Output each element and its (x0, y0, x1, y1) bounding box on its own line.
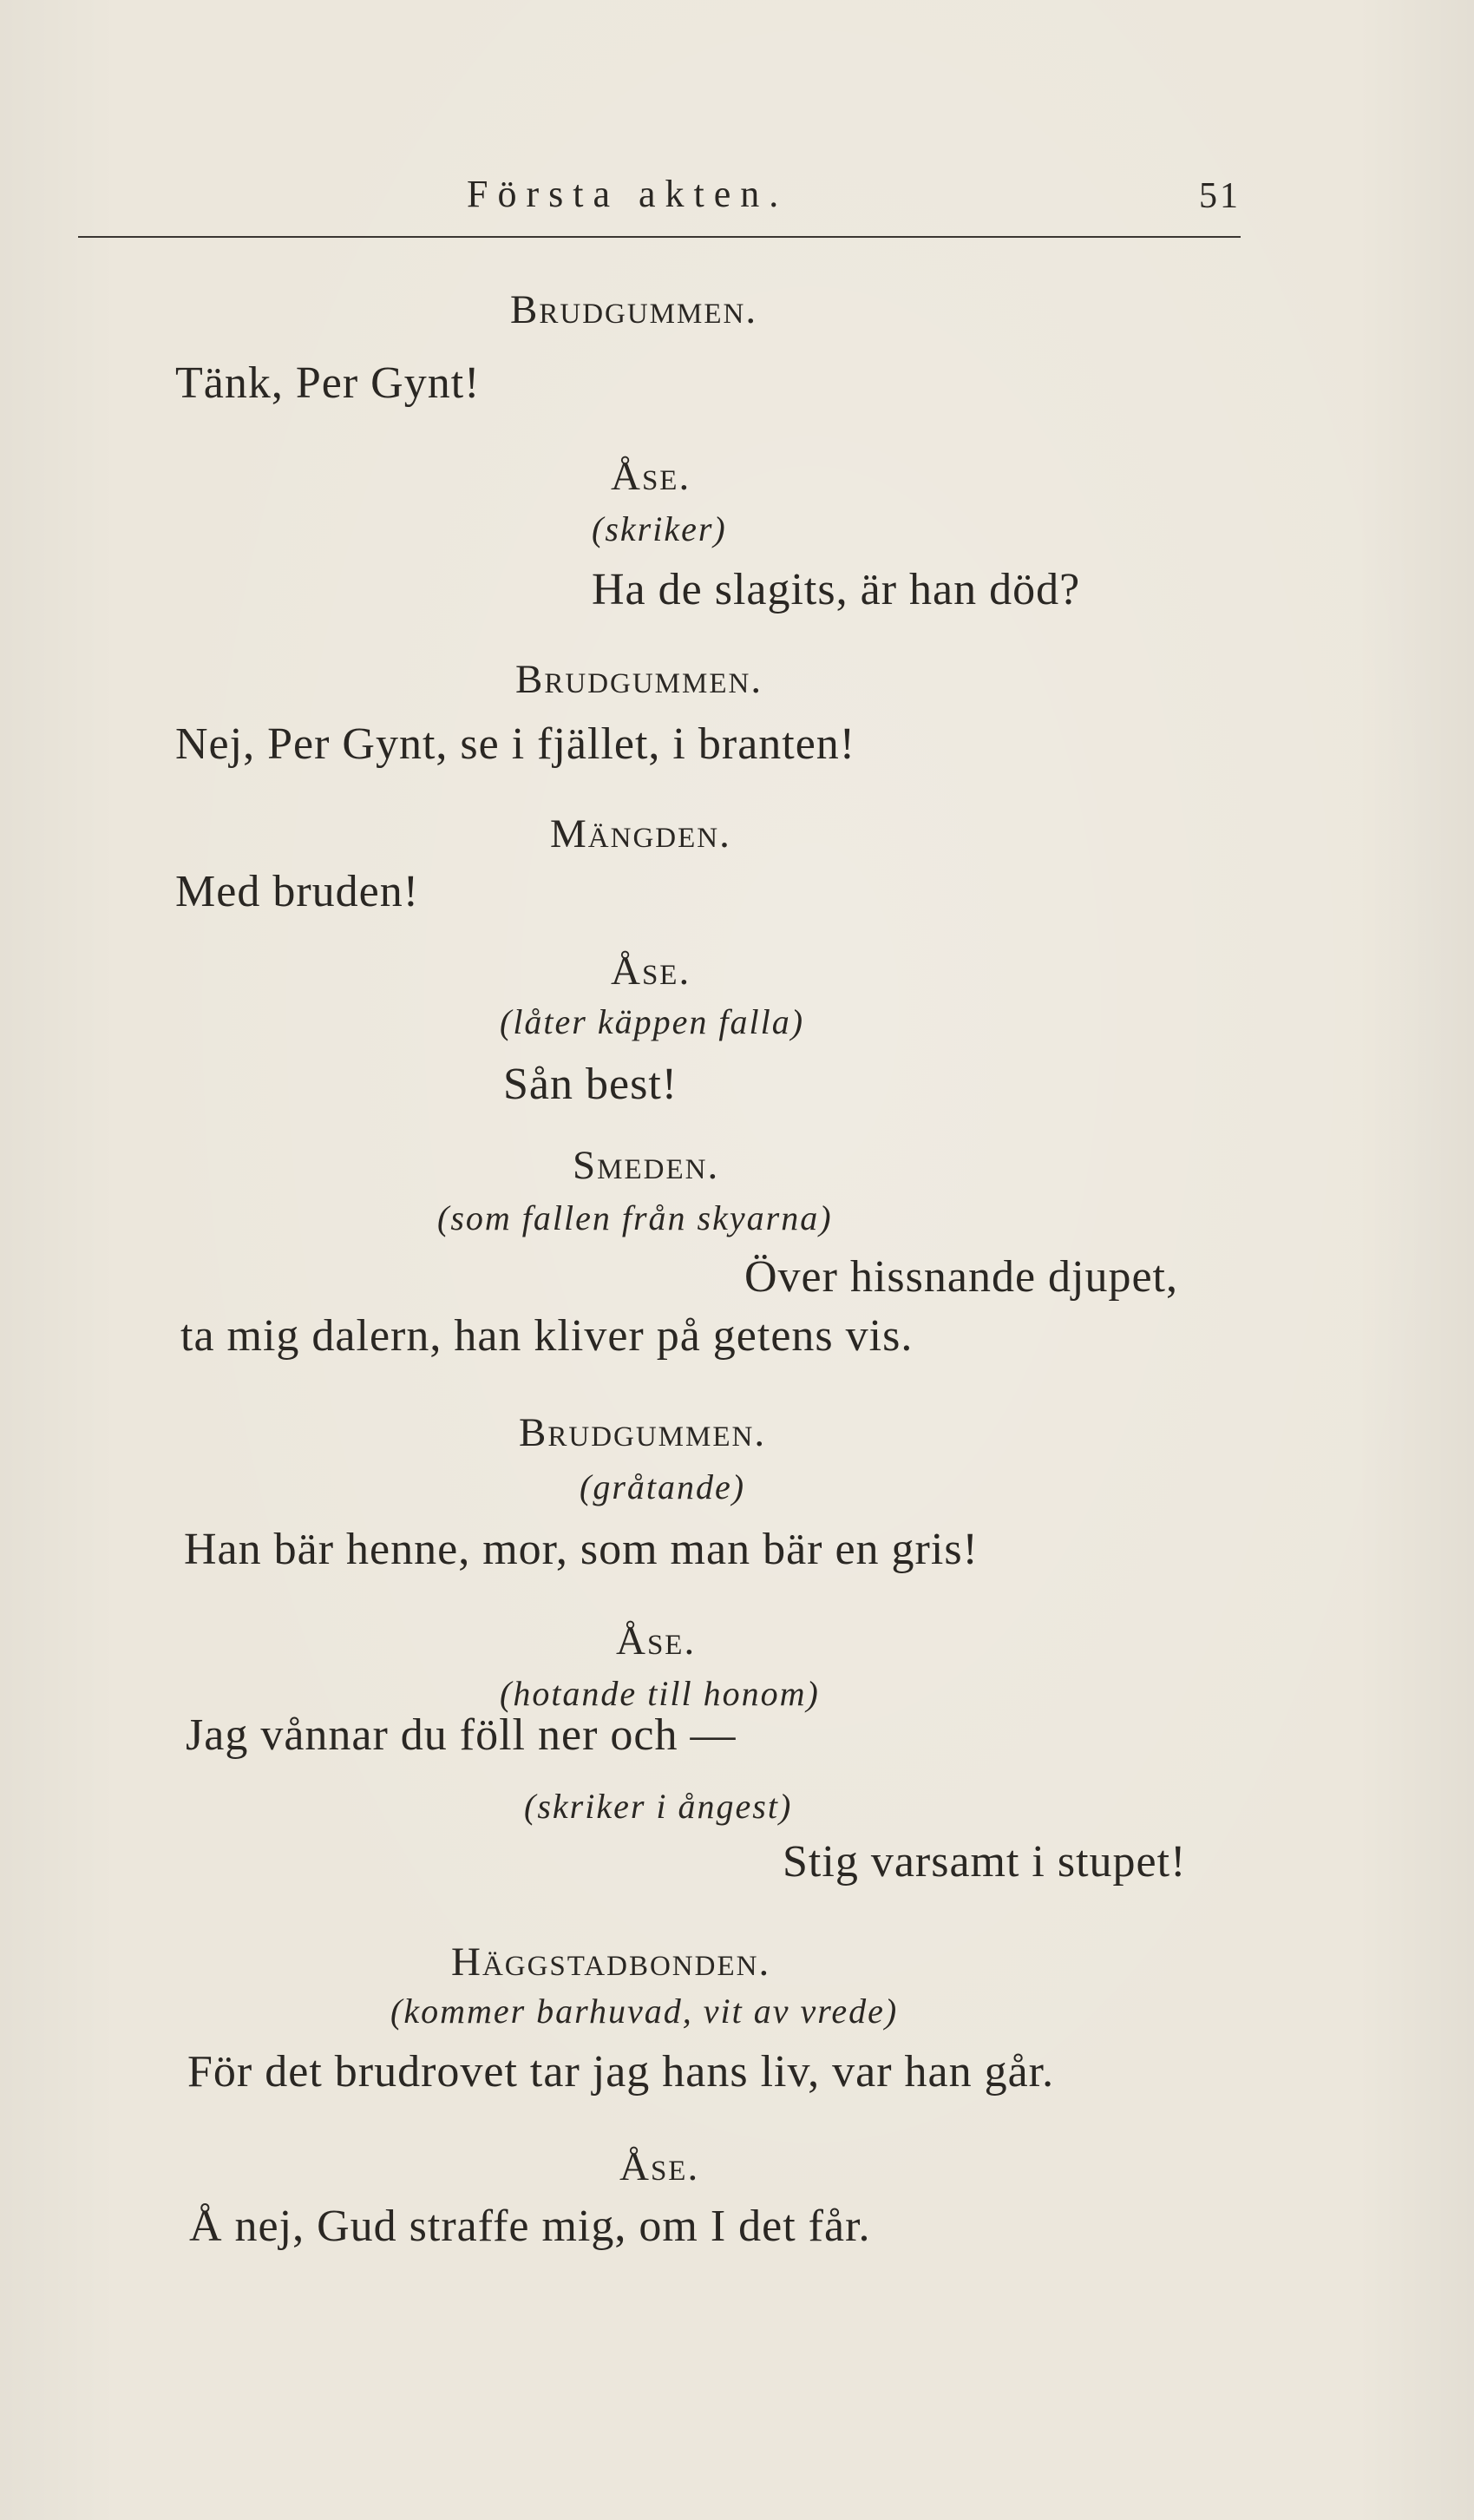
dialogue-line: Å nej, Gud straffe mig, om I det får. (189, 2202, 871, 2251)
stage-direction: (kommer barhuvad, vit av vrede) (390, 1992, 899, 2031)
dialogue-line: Nej, Per Gynt, se i fjället, i branten! (175, 719, 856, 769)
running-head-title: Första akten. (467, 173, 789, 215)
stage-direction: (som fallen från skyarna) (437, 1198, 833, 1237)
dialogue-line: Med bruden! (175, 867, 420, 916)
dialogue-line: Över hissnande djupet, (744, 1252, 1179, 1302)
stage-direction: (skriker i ångest) (524, 1787, 793, 1826)
dialogue-line: Stig varsamt i stupet! (783, 1837, 1187, 1887)
speaker-name: Åse. (619, 2144, 700, 2189)
stage-direction: (skriker) (592, 509, 727, 548)
speaker-name: Åse. (611, 948, 691, 994)
speaker-name: Smeden. (573, 1143, 720, 1188)
page-number: 51 (1199, 176, 1241, 216)
dialogue-line: Jag vånnar du föll ner och — (186, 1710, 737, 1760)
stage-direction: (låter käppen falla) (500, 1002, 805, 1041)
speaker-name: Brudgummen. (510, 287, 758, 332)
speaker-name: Åse. (616, 1618, 697, 1664)
dialogue-line: Sån best! (503, 1060, 678, 1109)
speaker-name: Åse. (611, 454, 691, 499)
dialogue-line: Han bär henne, mor, som man bär en gris! (184, 1525, 979, 1574)
dialogue-line: Tänk, Per Gynt! (175, 358, 481, 408)
speaker-name: Mängden. (550, 811, 731, 856)
dialogue-line: För det brudrovet tar jag hans liv, var han går. (187, 2047, 1055, 2097)
dialogue-line: ta mig dalern, han kliver på getens vis. (180, 1311, 914, 1361)
speaker-name: Häggstadbonden. (451, 1939, 771, 1985)
dialogue-line: Ha de slagits, är han död? (592, 565, 1081, 614)
header-rule (78, 236, 1241, 238)
stage-direction: (hotande till honom) (500, 1674, 820, 1713)
stage-direction: (gråtande) (580, 1467, 746, 1506)
speaker-name: Brudgummen. (519, 1410, 767, 1455)
speaker-name: Brudgummen. (515, 657, 763, 702)
